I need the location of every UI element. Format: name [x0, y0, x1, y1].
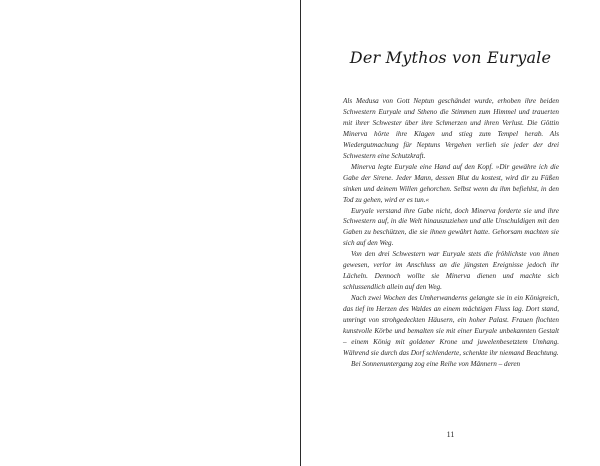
- chapter-title: Der Mythos von Euryale: [349, 48, 552, 67]
- paragraph: Euryale verstand ihre Gabe nicht, doch Minerva forderte sie und ihre Schwestern auf, in die Welt hinauszuziehen und alle Unschuldigen mit den Gaben zu beschützen, die sie ihnen gewährt hatte. Gehorsam machten sie sich auf den Weg.: [343, 206, 559, 248]
- paragraph: Von den drei Schwestern war Euryale stets die fröhlichste von ihnen gewesen, verlor im Anschluss an die jüngsten Ereignisse jedoch ihr Lächeln. Dennoch wollte sie Minerva dienen und machte sich schlussendlich allein auf den Weg.: [343, 250, 559, 292]
- chapter-body: [343, 96, 559, 370]
- page-number: 11: [446, 430, 455, 439]
- right-page: [301, 0, 600, 466]
- paragraph: Als Medusa von Gott Neptun geschändet wurde, erhoben ihre beiden Schwestern Euryale und Stheno die Stimmen zum Himmel und trauerten mit ihrer Schwester über ihre Schmerzen und ihren Verlust. Die Göttin Minerva hörte ihre Klagen und stieg zum Tempel herab. Als Wiedergutmachung für Neptuns Vergehen verlieh sie jeder der drei Schwestern eine Schutzkraft.: [343, 97, 559, 160]
- paragraph: Nach zwei Wochen des Umherwanderns gelangte sie in ein Königreich, das tief im Herzen des Waldes an einem mächtigen Fluss lag. Dort stand, umringt von strohgedeckten Häusern, ein hoher Palast. Frauen flochten kunstvolle Körbe und bemalten sie mit einer Euryale unbekannten Gestalt – einem König mit goldener Krone und juwelenbesetztem Umhang. Während sie durch das Dorf schlenderte, schenkte ihr niemand Beachtung.: [343, 294, 559, 357]
- paragraph: Bei Sonnenuntergang zog eine Reihe von Männern – deren: [351, 359, 521, 368]
- paragraph: Minerva legte Euryale eine Hand auf den Kopf. »Dir gewähre ich die Gabe der Sirene. Jeder Mann, dessen Blut du kostest, wird dir zu Füßen sinken und deinem Willen gehorchen. Selbst wenn du ihm befiehlst, in den Tod zu gehen, wird er es tun.«: [343, 162, 559, 204]
